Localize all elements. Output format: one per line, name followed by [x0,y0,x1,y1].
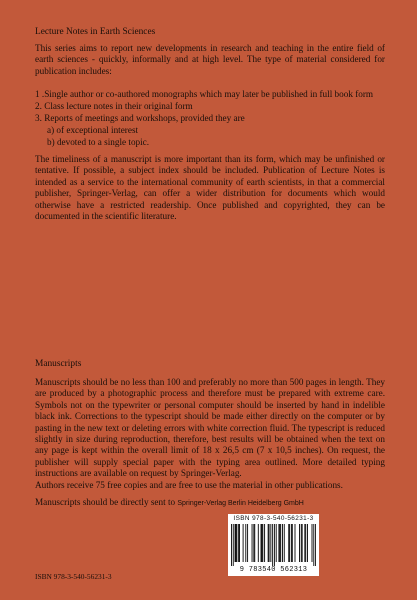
list-item-3: 3. Reports of meetings and workshops, provided they are [35,113,245,123]
barcode-bar [315,524,316,566]
barcode-bar [304,524,305,562]
barcode-bar [292,524,293,562]
authors-copies-line: Authors receive 75 free copies and are free to use the material in other publications. [35,480,343,490]
barcode-bar [268,524,269,562]
list-item-3b: b) devoted to a single topic. [47,137,150,147]
barcode-bar [254,524,255,562]
barcode-bar [258,524,259,562]
barcode-bar [245,524,246,562]
manuscripts-heading: Manuscripts [35,359,82,369]
barcode-bar [301,524,302,562]
barcode-digits: 9 783540 562313 [239,566,308,574]
barcode-bar [280,524,281,562]
barcode-bar [243,524,244,562]
list-item-2: 2. Class lecture notes in their original form [35,101,193,111]
barcode-bar [289,524,290,562]
barcode [228,514,319,576]
barcode-bar [295,524,296,562]
barcode-bar [247,524,248,562]
barcode-bar [312,524,313,562]
barcode-bar [288,524,289,562]
barcode-bar [291,524,292,562]
barcode-bar [235,524,236,562]
intro-paragraph: This series aims to report new developments in research and teaching in the entire field of earth sciences - quickly, informally and at high level. The type of material considered for publication includes: [35,43,385,76]
barcode-bar [261,524,262,562]
barcode-bar [253,524,254,562]
barcode-bar [305,524,306,562]
barcode-bar [239,524,240,562]
barcode-bar [252,524,253,562]
barcode-bar [282,524,283,562]
barcode-bar [238,524,239,562]
barcode-bar [274,524,275,566]
send-to-line [35,497,405,509]
barcode-bar [299,524,300,562]
publisher-name: Springer-Verlag Berlin Heidelberg GmbH [177,500,304,507]
barcode-bar [278,524,279,562]
timeliness-paragraph: The timeliness of a manuscript is more important than its form, which may be unfinished or tentative. If possible, a subject index should be included. Publication of Lecture Notes is intended as a service to the international community of earth scientists, in that a commercial publisher, Springer-Verlag, can offer a wider distribution for documents which would otherwise have a restricted readership. Once published and copyrighted, they can be documented in the scientific literature. [35,154,385,222]
barcode-bar [269,524,270,562]
barcode-bar [272,524,273,566]
list-item-3a: a) of exceptional interest [47,125,139,135]
barcode-bar [235,524,236,562]
isbn-bottom: ISBN 978-3-540-56231-3 [35,572,112,581]
barcode-bar [236,524,237,562]
barcode-bar [279,524,280,562]
barcode-bar [276,524,277,562]
barcode-bar [261,524,262,562]
barcode-bar [302,524,303,562]
list-item-1: 1 .Single author or co-authored monographs which may later be published in full book form [35,89,374,99]
manuscripts-paragraph: Manuscripts should be no less than 100 and preferably no more than 500 pages in length. They are produced by a photographic process and therefore must be prepared with extreme care. Symbols not on the typewriter or personal computer should be inserted by hand in indelible black ink. Corrections to the typescript should be made either directly on the computer or by pasting in the new text or deleting errors with white correction fluid. The typescript is reduced slightly in size during reproduction, therefore, best results will be obtained when the text on any page is kept within the overall limit of 18 x 26,5 cm (7 x 10,5 inches). On request, the publisher will supply special paper with the typing area outlined. More detailed typing instructions are available on request by Springer-Verlag. [35,377,385,479]
barcode-bar [313,524,314,566]
barcode-bar [264,524,265,562]
barcode-bar [231,524,232,566]
barcode-bar [270,524,271,562]
barcode-bars [231,524,316,566]
series-title: Lecture Notes in Earth Sciences [35,27,156,37]
send-to-prefix: Manuscripts should be directly sent to [35,497,176,507]
barcode-bar [262,524,263,562]
barcode-bar [307,524,308,562]
barcode-bar [284,524,285,562]
barcode-isbn-label: ISBN 978-3-540-56231-3 [233,515,314,522]
barcode-bar [233,524,234,566]
